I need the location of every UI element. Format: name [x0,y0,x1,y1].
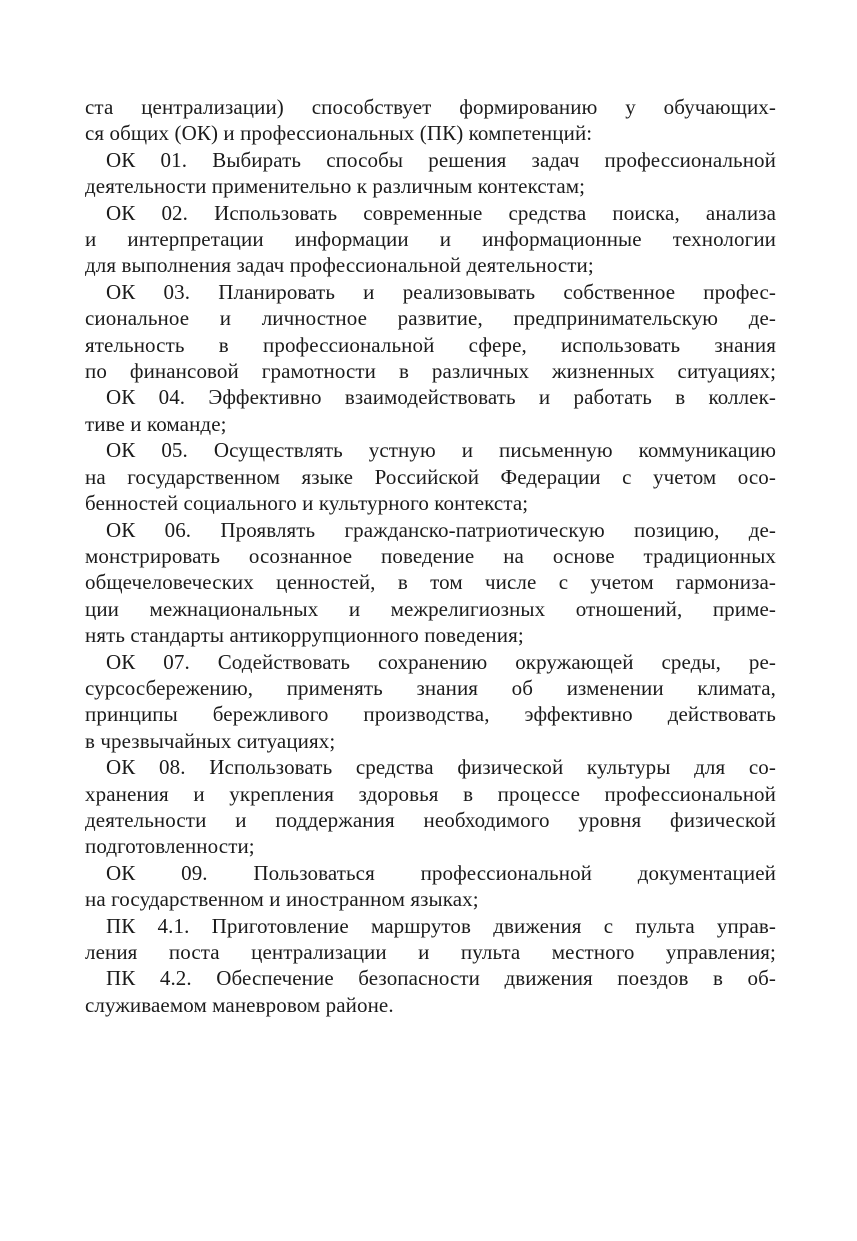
text-line: по финансовой грамотности в различных жизненных ситуациях; [85,359,776,384]
text-line: ОК 05. Осуществлять устную и письменную коммуникацию [106,438,776,463]
paragraph [85,147,776,200]
text-line: на государственном языке Российской Федерации с учетом осо- [85,464,776,489]
text-line: деятельности и поддержания необходимого уровня физической [85,807,776,832]
text-line: ПК 4.1. Приготовление маршрутов движения с пульта управ- [106,913,776,938]
text-line: и интерпретации информации и информационные технологии [85,227,776,252]
text-line: ПК 4.2. Обеспечение безопасности движения поездов в об- [106,966,776,991]
text-line: ления поста централизации и пульта местного управления; [85,940,776,964]
text-line: тиве и команде; [85,411,227,436]
paragraph [85,517,776,649]
paragraph [85,754,776,860]
text-line: принципы бережливого производства, эффективно действовать [85,702,776,727]
paragraph [85,965,776,1018]
paragraph [85,200,776,279]
text-line: ОК 04. Эффективно взаимодействовать и работать в коллек- [106,385,776,410]
text-line: служиваемом маневровом районе. [85,992,394,1017]
paragraph [85,860,776,913]
text-line: хранения и укрепления здоровья в процессе профессиональной [85,781,776,806]
paragraph [85,94,776,147]
text-line: общечеловеческих ценностей, в том числе с учетом гармониза- [85,570,776,595]
paragraph [85,649,776,755]
text-line: ОК 06. Проявлять гражданско-патриотическую позицию, де- [106,517,776,542]
text-line: ста централизации) способствует формированию у обучающих- [85,95,776,119]
text-line: ся общих (ОК) и профессиональных (ПК) компетенций: [85,121,593,146]
body-text [85,94,776,1018]
text-line: сиональное и личностное развитие, предпринимательскую де- [85,306,776,331]
text-line: бенностей социального и культурного контекста; [85,491,529,516]
text-line: подготовленности; [85,834,255,859]
text-line: ОК 01. Выбирать способы решения задач профессиональной [106,147,776,172]
text-line: для выполнения задач профессиональной деятельности; [85,253,594,278]
text-line: ОК 03. Планировать и реализовывать собственное профес- [106,279,776,304]
text-line: монстрировать осознанное поведение на основе традиционных [85,543,776,568]
paragraph [85,913,776,966]
paragraph [85,279,776,385]
text-line: ОК 09. Пользоваться профессиональной документацией [106,860,776,885]
text-line: ОК 07. Содействовать сохранению окружающей среды, ре- [106,649,776,674]
paragraph [85,384,776,437]
text-line: на государственном и иностранном языках; [85,887,479,912]
text-line: ции межнациональных и межрелигиозных отношений, приме- [85,596,776,621]
text-line: ОК 08. Использовать средства физической культуры для со- [106,755,776,780]
text-line: деятельности применительно к различным контекстам; [85,174,586,199]
text-line: нять стандарты антикоррупционного поведения; [85,623,524,648]
text-line: ятельность в профессиональной сфере, использовать знания [85,332,776,357]
text-line: ОК 02. Использовать современные средства поиска, анализа [106,200,776,225]
text-line: сурсосбережению, применять знания об изменении климата, [85,675,776,700]
paragraph [85,437,776,516]
text-line: в чрезвычайных ситуациях; [85,728,336,753]
